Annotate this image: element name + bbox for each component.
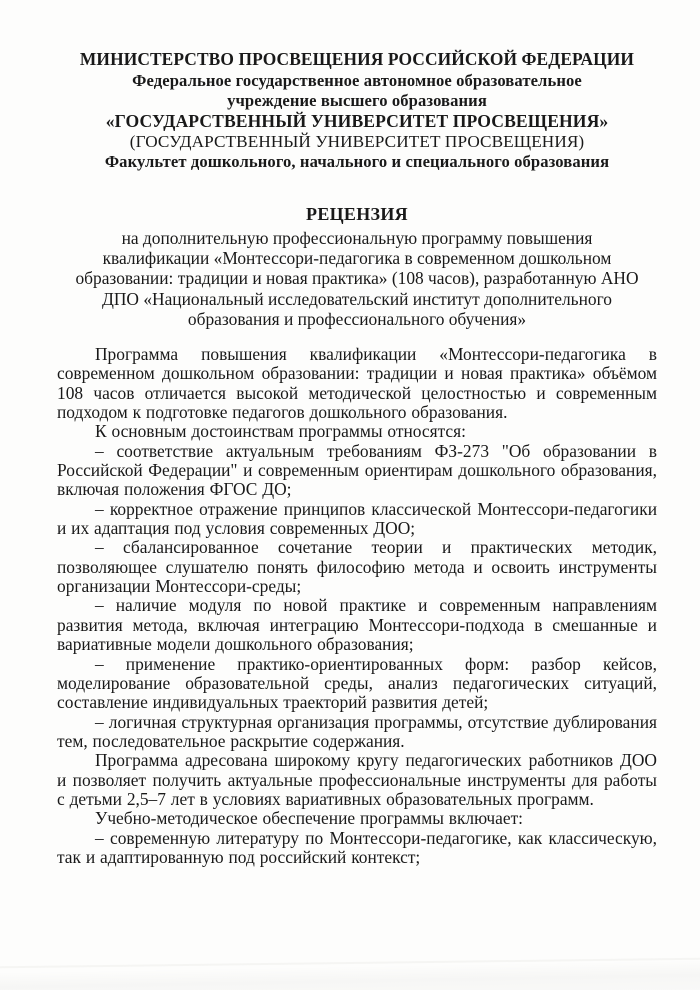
scan-edge-line <box>0 958 700 969</box>
body-bullet-literature: – современную литературу по Монтессори-педагогике, как классическую, так и адаптированную под российский контекст; <box>57 827 657 867</box>
subtitle-line-2: квалификации «Монтессори-педагогика в современном дошкольном <box>102 248 612 269</box>
body-bullet-practice-forms: – применение практико-ориентированных форм: разбор кейсов, моделирование образовательной среды, анализ педагогических ситуаций, составление индивидуальных траекторий развития детей; <box>57 653 657 713</box>
body-bullet-structure: – логичная структурная организация программы, отсутствие дублирования тем, последовательное раскрытие содержания. <box>57 711 657 751</box>
body-paragraph-audience: Программа адресована широкому кругу педагогических работников ДОО и позволяет получить актуальные профессиональные инструменты для работы с детьми 2,5–7 лет в условиях вариативных образовательных программ. <box>57 750 657 809</box>
document-subtitle <box>57 228 657 329</box>
body-bullet-fz273: – соответствие актуальным требованиям ФЗ-273 "Об образовании в Российской Федерации" и современным ориентирам дошкольного образования, включая положения ФГОС ДО; <box>57 440 657 500</box>
header-line-institution-2: учреждение высшего образования <box>227 91 487 110</box>
body-bullet-balance: – сбалансированное сочетание теории и практических методик, позволяющее слушателю понять философию метода и освоить инструменты организации Монтессори-среды; <box>57 537 657 597</box>
subtitle-line-1: на дополнительную профессиональную программу повышения <box>121 228 593 248</box>
subtitle-line-3: образовании: традиции и новая практика» (108 часов), разработанную АНО <box>75 268 639 289</box>
header-line-ministry: МИНИСТЕРСТВО ПРОСВЕЩЕНИЯ РОССИЙСКОЙ ФЕДЕРАЦИИ <box>79 49 635 69</box>
body-paragraph-intro: Программа повышения квалификации «Монтессори-педагогика в современном дошкольном образовании: традиции и новая практика» объёмом 108 часов отличается высокой методической целостностью и современным подходом к подготовке педагогов дошкольного образования. <box>57 344 657 423</box>
letterhead <box>57 48 657 172</box>
subtitle-line-5: образования и профессионального обучения» <box>187 308 527 329</box>
scan-edge-shadow <box>0 948 700 990</box>
subtitle-line-4: ДПО «Национальный исследовательский институт дополнительного <box>102 288 612 309</box>
document-title: РЕЦЕНЗИЯ <box>306 204 408 224</box>
body-paragraph-merits-lead: К основным достоинствам программы относятся: <box>95 421 466 442</box>
header-line-institution-1: Федеральное государственное автономное образовательное <box>132 71 582 90</box>
body-bullet-principles: – корректное отражение принципов классической Монтессори-педагогики и их адаптация под условия современных ДОО; <box>57 498 657 539</box>
header-line-university-paren: (ГОСУДАРСТВЕННЫЙ УНИВЕРСИТЕТ ПРОСВЕЩЕНИЯ) <box>129 132 585 151</box>
header-line-university-quoted: «ГОСУДАРСТВЕННЫЙ УНИВЕРСИТЕТ ПРОСВЕЩЕНИЯ» <box>105 111 609 131</box>
body-paragraph-umo-lead: Учебно-методическое обеспечение программы включает: <box>95 808 524 829</box>
body-bullet-new-practice-module: – наличие модуля по новой практике и современным направлениям развития метода, включая интеграцию Монтессори-подхода в смешанные и вариативные модели дошкольного образования; <box>57 595 657 655</box>
header-line-faculty: Факультет дошкольного, начального и специального образования <box>104 152 610 171</box>
document-body <box>57 345 657 867</box>
